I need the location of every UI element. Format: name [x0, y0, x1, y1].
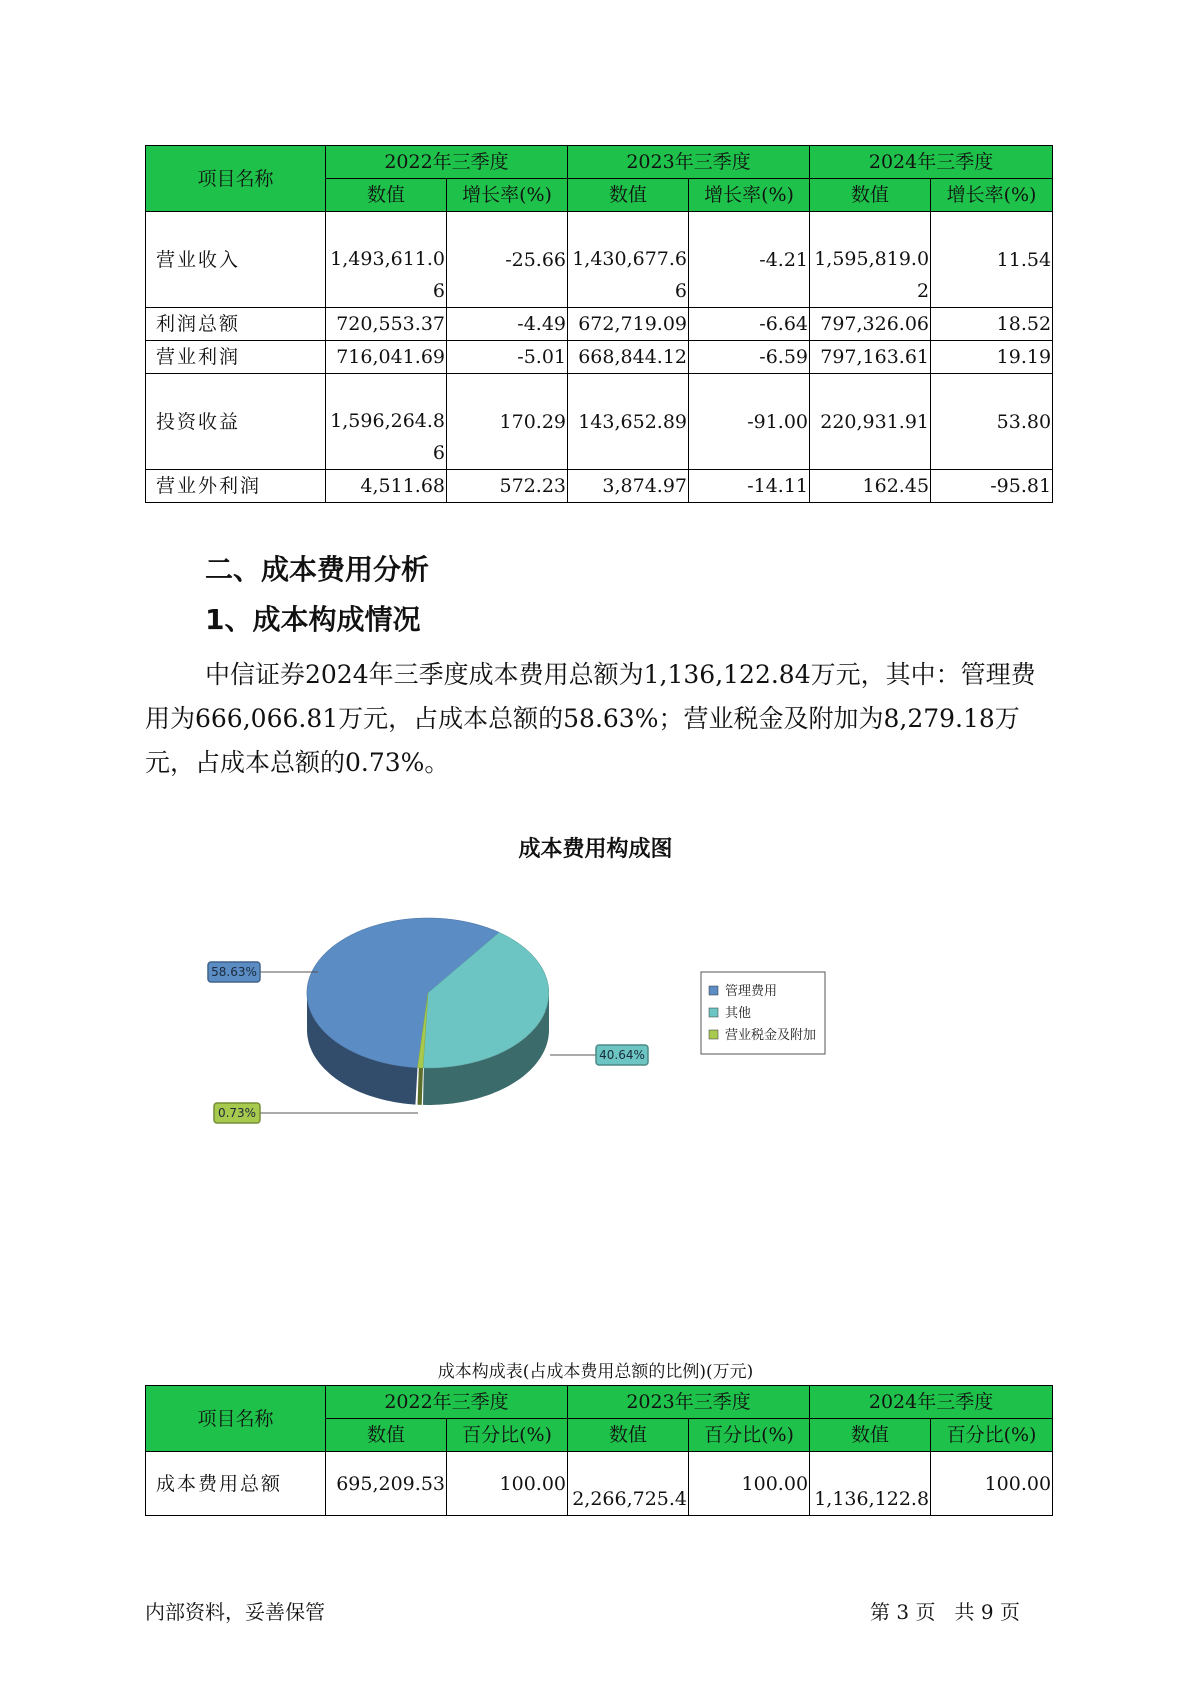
cell: 1,596,264.86 — [326, 374, 447, 470]
cell: 18.52 — [931, 308, 1053, 341]
header-value: 数值 — [326, 179, 447, 212]
cell: 11.54 — [931, 212, 1053, 308]
cell: 2,266,725.4 — [568, 1452, 689, 1516]
header-growth: 增长率(%) — [447, 179, 568, 212]
legend-swatch — [709, 986, 718, 995]
data-label: 0.73% — [217, 1106, 257, 1120]
cell: -5.01 — [447, 341, 568, 374]
chart-legend — [701, 972, 825, 1054]
row-name: 投资收益 — [146, 374, 326, 470]
table-header-row — [146, 1386, 1053, 1419]
cell: 100.00 — [931, 1452, 1053, 1516]
cell: 170.29 — [447, 374, 568, 470]
cell: 100.00 — [689, 1452, 810, 1516]
header-percent: 百分比(%) — [447, 1419, 568, 1452]
cell: -4.49 — [447, 308, 568, 341]
cell: 695,209.53 — [326, 1452, 447, 1516]
cell: 1,430,677.66 — [568, 212, 689, 308]
legend-label: 其他 — [725, 1006, 752, 1021]
cell: 672,719.09 — [568, 308, 689, 341]
cell: 162.45 — [810, 470, 931, 503]
table-row — [146, 1452, 1053, 1516]
cell: 716,041.69 — [326, 341, 447, 374]
pie-slice-side — [418, 1068, 424, 1105]
row-name: 营业利润 — [146, 341, 326, 374]
header-item-name: 项目名称 — [146, 1386, 326, 1452]
cell: 100.00 — [447, 1452, 568, 1516]
header-year: 2024年三季度 — [810, 1386, 1053, 1419]
footer-page-number: 第 3 页 共 9 页 — [870, 1600, 1020, 1624]
data-label: 40.64% — [599, 1048, 645, 1062]
legend-swatch — [709, 1030, 718, 1039]
row-name: 营业外利润 — [146, 470, 326, 503]
cell: 1,493,611.06 — [326, 212, 447, 308]
cell: -6.64 — [689, 308, 810, 341]
cell: 19.19 — [931, 341, 1053, 374]
header-value: 数值 — [568, 1419, 689, 1452]
section-subheading: 1、成本构成情况 — [205, 603, 421, 636]
header-value: 数值 — [810, 1419, 931, 1452]
chart-title: 成本费用构成图 — [518, 837, 673, 862]
cell: -6.59 — [689, 341, 810, 374]
cell: 572.23 — [447, 470, 568, 503]
legend-label: 营业税金及附加 — [725, 1028, 817, 1043]
cell: 143,652.89 — [568, 374, 689, 470]
cell: 53.80 — [931, 374, 1053, 470]
cell: 3,874.97 — [568, 470, 689, 503]
header-value: 数值 — [326, 1419, 447, 1452]
cell: 1,595,819.02 — [810, 212, 931, 308]
section-heading: 二、成本费用分析 — [205, 553, 430, 586]
header-item-name: 项目名称 — [146, 146, 326, 212]
legend-label: 管理费用 — [725, 984, 778, 999]
cell: 720,553.37 — [326, 308, 447, 341]
cell: 4,511.68 — [326, 470, 447, 503]
header-value: 数值 — [568, 179, 689, 212]
cost-table — [145, 1385, 1053, 1516]
header-year: 2023年三季度 — [568, 1386, 810, 1419]
header-percent: 百分比(%) — [689, 1419, 810, 1452]
data-label: 58.63% — [211, 965, 257, 979]
cell: -4.21 — [689, 212, 810, 308]
legend-swatch — [709, 1008, 718, 1017]
footer-confidential: 内部资料，妥善保管 — [145, 1600, 325, 1624]
cell: 1,136,122.8 — [810, 1452, 931, 1516]
cell: -25.66 — [447, 212, 568, 308]
cell: 797,163.61 — [810, 341, 931, 374]
header-growth: 增长率(%) — [931, 179, 1053, 212]
cell: 797,326.06 — [810, 308, 931, 341]
cell: 668,844.12 — [568, 341, 689, 374]
table-caption: 成本构成表(占成本费用总额的比例)(万元) — [437, 1362, 754, 1382]
row-name: 利润总额 — [146, 308, 326, 341]
cell: -91.00 — [689, 374, 810, 470]
cell: 220,931.91 — [810, 374, 931, 470]
cost-paragraph: 中信证券2024年三季度成本费用总额为1,136,122.84万元，其中：管理费用为666,066.81万元，占成本总额的58.63%；营业税金及附加为8,279.18万元，占成本总额的0.73%。 — [145, 660, 1036, 777]
header-growth: 增长率(%) — [689, 179, 810, 212]
header-year: 2022年三季度 — [326, 146, 568, 179]
header-value: 数值 — [810, 179, 931, 212]
header-percent: 百分比(%) — [931, 1419, 1053, 1452]
cell: -95.81 — [931, 470, 1053, 503]
cell: -14.11 — [689, 470, 810, 503]
header-year: 2023年三季度 — [568, 146, 810, 179]
row-name: 成本费用总额 — [146, 1452, 326, 1516]
header-year: 2024年三季度 — [810, 146, 1053, 179]
header-year: 2022年三季度 — [326, 1386, 568, 1419]
row-name: 营业收入 — [146, 212, 326, 308]
